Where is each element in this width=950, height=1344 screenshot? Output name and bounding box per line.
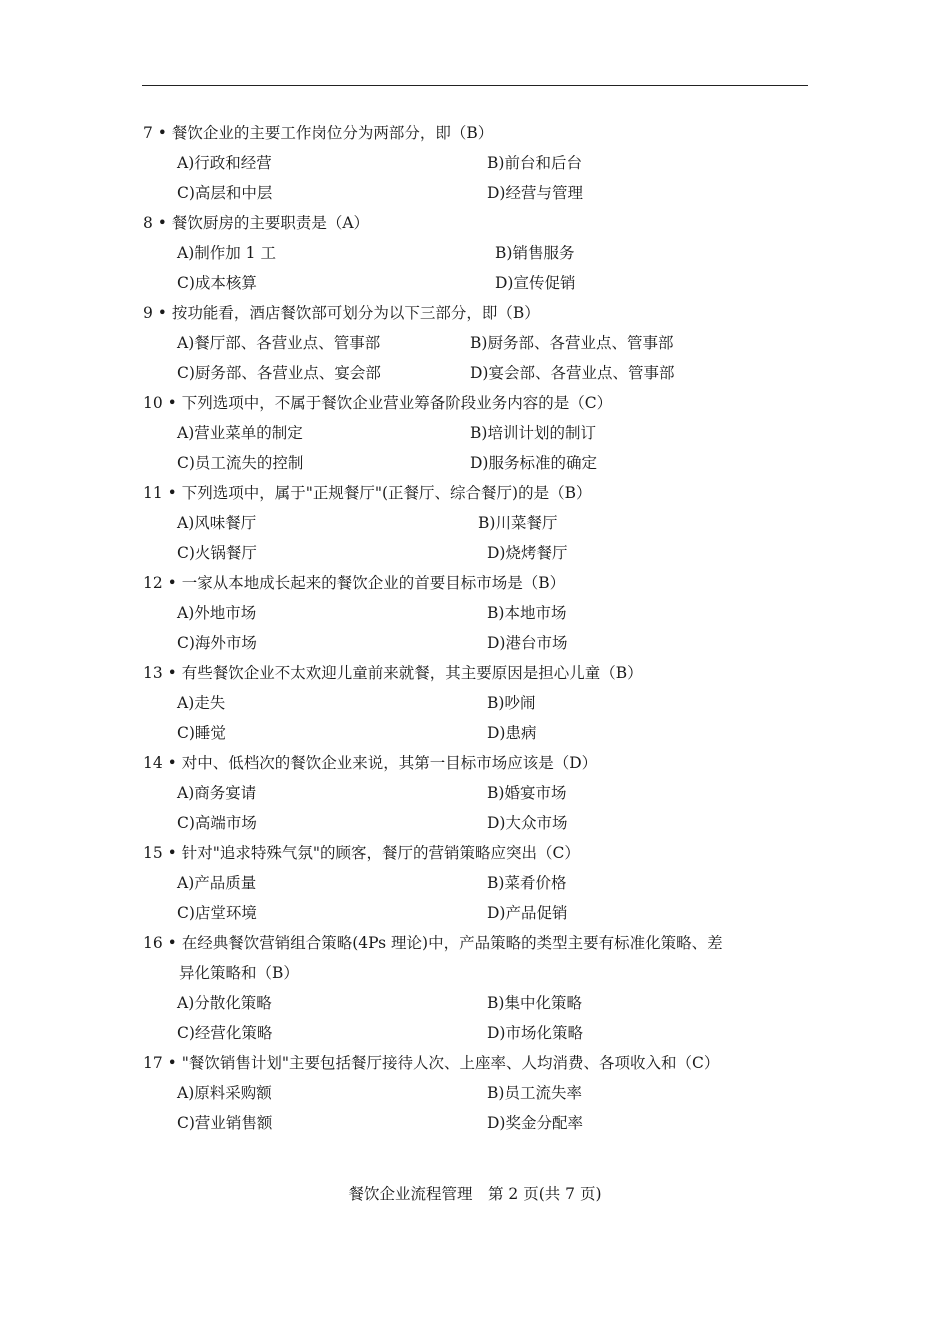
question-10 — [143, 388, 823, 478]
option-c: C)员工流失的控制 — [177, 454, 304, 472]
option-c: C)店堂环境 — [177, 904, 257, 922]
question-stem: 13 • 有些餐饮企业不太欢迎儿童前来就餐，其主要原因是担心儿童（B） — [143, 664, 643, 682]
question-17 — [143, 1048, 823, 1138]
option-b: B)本地市场 — [487, 604, 567, 622]
option-a: A)行政和经营 — [177, 154, 272, 172]
option-a: A)餐厅部、各营业点、管事部 — [177, 334, 381, 352]
option-d: D)大众市场 — [487, 814, 568, 832]
option-d: D)经营与管理 — [487, 184, 583, 202]
option-c: C)厨务部、各营业点、宴会部 — [177, 364, 381, 382]
question-14 — [143, 748, 823, 838]
option-b: B)培训计划的制订 — [470, 424, 596, 442]
question-9 — [143, 298, 823, 388]
option-b: B)川菜餐厅 — [478, 514, 558, 532]
question-15 — [143, 838, 823, 928]
option-c: C)营业销售额 — [177, 1114, 273, 1132]
question-stem: 16 • 在经典餐饮营销组合策略(4Ps 理论)中，产品策略的类型主要有标准化策略、差 — [143, 934, 723, 952]
option-d: D)宣传促销 — [495, 274, 576, 292]
option-c: C)高端市场 — [177, 814, 257, 832]
option-a: A)制作加 1 工 — [177, 244, 276, 262]
option-d: D)奖金分配率 — [487, 1114, 583, 1132]
option-a: A)商务宴请 — [177, 784, 257, 802]
option-b: B)菜肴价格 — [487, 874, 567, 892]
option-d: D)宴会部、各营业点、管事部 — [470, 364, 675, 382]
question-12 — [143, 568, 823, 658]
question-16 — [143, 928, 823, 1048]
option-a: A)走失 — [177, 694, 226, 712]
option-b: B)吵闹 — [487, 694, 536, 712]
option-a: A)营业菜单的制定 — [177, 424, 303, 442]
option-a: A)分散化策略 — [177, 994, 272, 1012]
option-c: C)海外市场 — [177, 634, 257, 652]
option-c: C)经营化策略 — [177, 1024, 273, 1042]
option-b: B)厨务部、各营业点、管事部 — [470, 334, 674, 352]
question-stem: 14 • 对中、低档次的餐饮企业来说，其第一目标市场应该是（D） — [143, 754, 598, 772]
option-a: A)产品质量 — [177, 874, 257, 892]
option-d: D)患病 — [487, 724, 537, 742]
option-d: D)市场化策略 — [487, 1024, 583, 1042]
question-stem: 10 • 下列选项中，不属于餐饮企业营业筹备阶段业务内容的是（C） — [143, 394, 613, 412]
question-stem: 11 • 下列选项中，属于"正规餐厅"(正餐厅、综合餐厅)的是（B） — [143, 484, 592, 502]
question-8 — [143, 208, 823, 298]
question-stem: 8 • 餐饮厨房的主要职责是（A） — [143, 214, 370, 232]
question-11 — [143, 478, 823, 568]
option-d: D)产品促销 — [487, 904, 568, 922]
question-stem: 17 • "餐饮销售计划"主要包括餐厅接待人次、上座率、人均消费、各项收入和（C） — [143, 1054, 720, 1072]
question-stem-continued: 异化策略和（B） — [179, 964, 299, 982]
option-d: D)烧烤餐厅 — [487, 544, 568, 562]
question-stem: 9 • 按功能看，酒店餐饮部可划分为以下三部分，即（B） — [143, 304, 540, 322]
question-stem: 7 • 餐饮企业的主要工作岗位分为两部分，即（B） — [143, 124, 494, 142]
option-a: A)原料采购额 — [177, 1084, 272, 1102]
option-a: A)风味餐厅 — [177, 514, 257, 532]
question-stem: 12 • 一家从本地成长起来的餐饮企业的首要目标市场是（B） — [143, 574, 566, 592]
option-c: C)高层和中层 — [177, 184, 273, 202]
question-list — [143, 118, 823, 1138]
question-stem: 15 • 针对"追求特殊气氛"的顾客，餐厅的营销策略应突出（C） — [143, 844, 580, 862]
option-a: A)外地市场 — [177, 604, 257, 622]
option-b: B)前台和后台 — [487, 154, 582, 172]
option-d: D)港台市场 — [487, 634, 568, 652]
header-rule — [142, 85, 808, 86]
option-c: C)火锅餐厅 — [177, 544, 257, 562]
option-c: C)睡觉 — [177, 724, 226, 742]
option-b: B)婚宴市场 — [487, 784, 567, 802]
option-c: C)成本核算 — [177, 274, 257, 292]
option-d: D)服务标准的确定 — [470, 454, 597, 472]
page-footer: 餐饮企业流程管理 第 2 页(共 7 页) — [348, 1185, 602, 1203]
question-13 — [143, 658, 823, 748]
question-7 — [143, 118, 823, 208]
option-b: B)集中化策略 — [487, 994, 582, 1012]
option-b: B)员工流失率 — [487, 1084, 582, 1102]
option-b: B)销售服务 — [495, 244, 575, 262]
